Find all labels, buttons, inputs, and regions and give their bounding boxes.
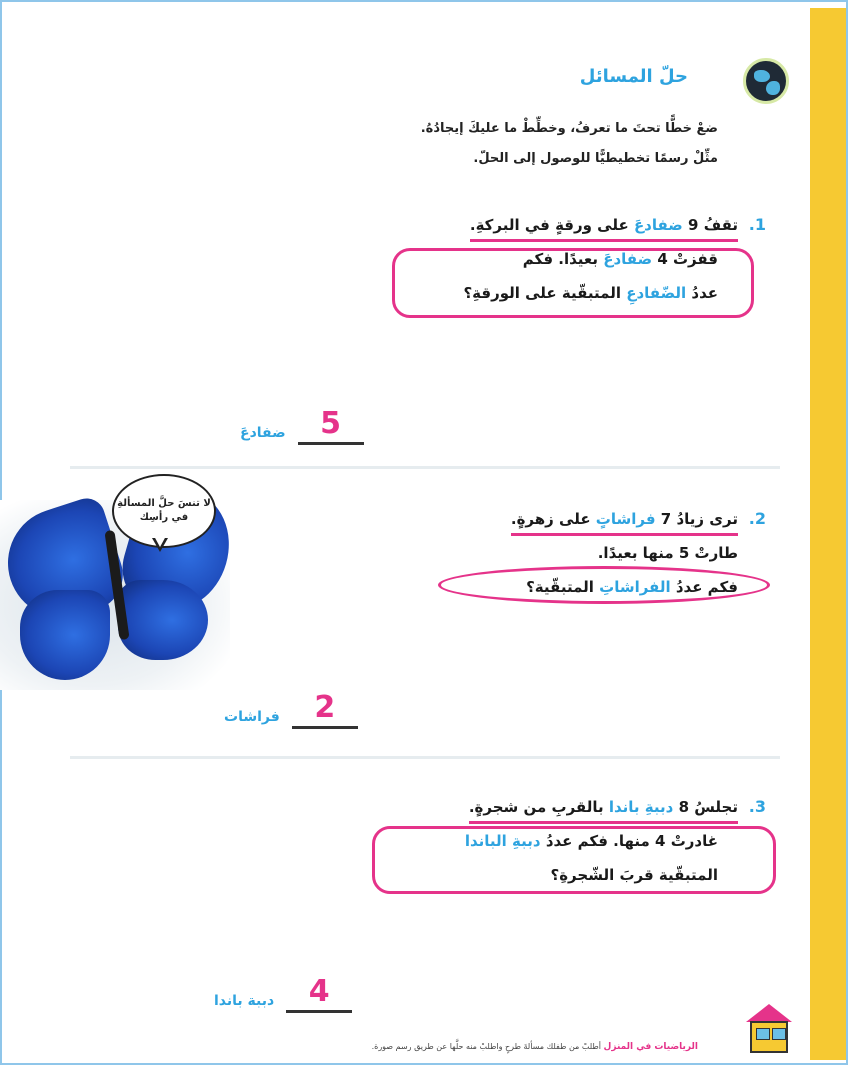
home-activity-label: الرياضيات في المنزل (603, 1042, 698, 1052)
answer-1 (240, 406, 364, 445)
home-activity-text: أطلبْ من طفلك مسألةَ طرحٍ واطلبْ منه حلَّها عن طريق رسم صورة. (371, 1042, 601, 1051)
section-divider (70, 466, 780, 469)
instruction-line-2: مثِّلْ رسمًا تخطيطيًّا للوصول إلى الحلّ. (473, 151, 718, 166)
problem-1: 1. تقفُ 9 ضفادعَ على ورقةٍ في البركةِ. قفزتْ 4 ضفادعَ بعيدًا. فكم عددُ الضّفادعِ المتبقّية على الورقةِ؟ (178, 208, 738, 310)
known-underline: ترى زيادُ 7 فراشاتٍ على زهرةٍ. (511, 505, 738, 536)
answer-unit: ضفادعَ (240, 425, 286, 441)
known-underline: تقفُ 9 ضفادعَ على ورقةٍ في البركةِ. (470, 211, 738, 242)
problem-number: 3. (748, 797, 766, 816)
answer-3 (214, 974, 352, 1013)
answer-value: 4 (308, 974, 330, 1009)
problem-number: 1. (748, 215, 766, 234)
answer-blank[interactable] (298, 406, 364, 445)
instruction-line-1: ضعْ خطًّا تحتَ ما تعرفُ، وخطِّطْ ما عليكَ إيجادُهُ. (420, 121, 718, 136)
section-divider (70, 756, 780, 759)
known-underline: تجلسُ 8 دببةِ باندا بالقربِ من شجرةٍ. (469, 793, 738, 824)
answer-blank[interactable] (292, 690, 358, 729)
find-loop-2 (438, 566, 770, 604)
problem-number: 2. (748, 509, 766, 528)
answer-unit: فراشات (224, 709, 280, 725)
instructions (158, 114, 718, 174)
speech-bubble-tail (152, 538, 168, 552)
find-loop-3 (372, 826, 776, 894)
page-title: حلّ المسائل (579, 66, 688, 87)
side-color-strip (810, 8, 846, 1060)
problem-3: 3. تجلسُ 8 دببةِ باندا بالقربِ من شجرةٍ. غادرتْ 4 منها. فكم عددُ دببةِ الباندا المتبقّية قربَ الشّجرةِ؟ (178, 790, 738, 892)
globe-icon (743, 58, 789, 104)
find-loop-1 (392, 248, 754, 318)
problem-2: 2. ترى زيادُ 7 فراشاتٍ على زهرةٍ. طارتْ 5 منها بعيدًا. فكم عددُ الفراشاتِ المتبقّية؟ (178, 502, 738, 604)
home-activity-note (98, 1042, 698, 1052)
answer-value: 2 (314, 690, 336, 725)
answer-value: 5 (320, 406, 342, 441)
answer-2 (224, 690, 358, 729)
home-icon (742, 1004, 796, 1056)
answer-blank[interactable] (286, 974, 352, 1013)
speech-bubble: لا تنسَ حلَّ المسألةِ في رأسِك (112, 474, 216, 548)
answer-unit: دببة باندا (214, 993, 275, 1009)
